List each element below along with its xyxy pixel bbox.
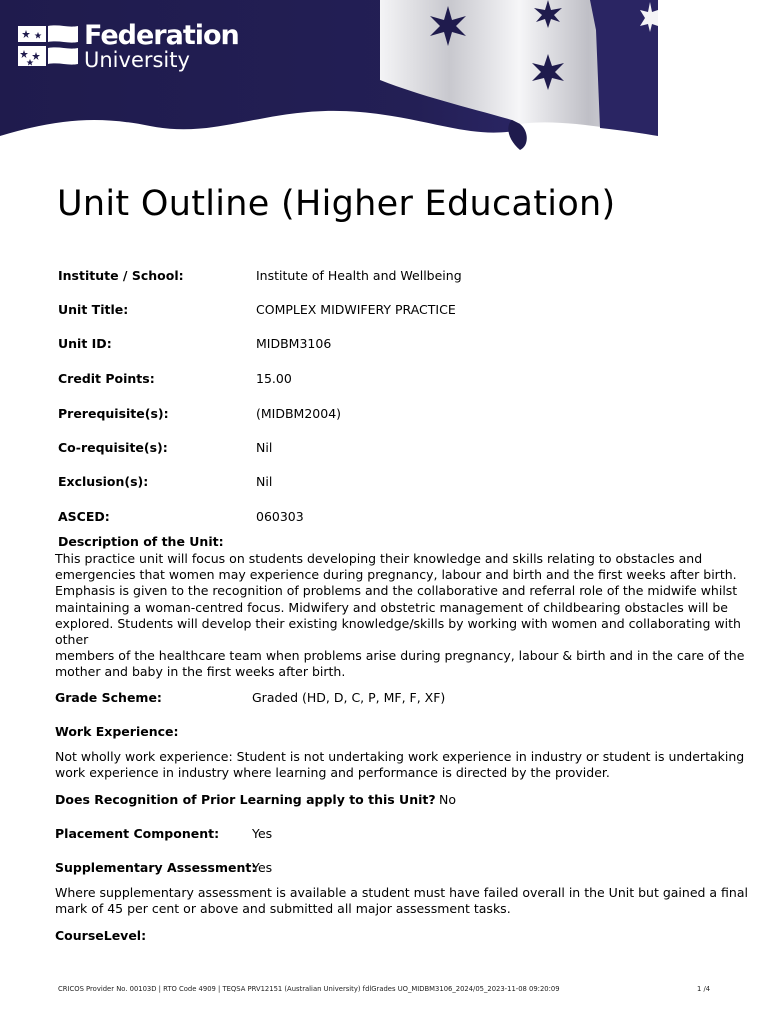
logo-line1: Federation xyxy=(84,19,239,51)
description-text xyxy=(55,551,745,681)
description-line: other xyxy=(55,632,89,648)
description-line: Emphasis is given to the recognition of problems and the collaborative and referral role of the midwife whilst xyxy=(55,583,738,599)
detail-label-prerequisites: Prerequisite(s): xyxy=(58,406,169,421)
work-experience-text xyxy=(55,749,745,781)
footer-text: CRICOS Provider No. 00103D | RTO Code 4909 | TEQSA PRV12151 (Australian University) fdlGrades UO_MIDBM3106_2024/05_2023-11-08 09:20:09 xyxy=(58,985,560,993)
description-line: members of the healthcare team when problems arise during pregnancy, labour & birth and in the care of the xyxy=(55,648,745,664)
work-experience-line: Not wholly work experience: Student is not undertaking work experience in industry or student is undertaking xyxy=(55,749,745,764)
work-experience-line: work experience in industry where learning and performance is directed by the provider. xyxy=(55,765,610,781)
supplementary-label: Supplementary Assessment: xyxy=(55,860,257,875)
placement-value: Yes xyxy=(252,826,273,841)
grade-scheme-value: Graded (HD, D, C, P, MF, F, XF) xyxy=(252,690,446,705)
description-line: emergencies that women may experience during pregnancy, labour and birth and the first weeks after birth. xyxy=(55,567,737,583)
page-title: Unit Outline (Higher Education) xyxy=(57,184,616,224)
header-banner xyxy=(0,0,768,160)
description-label: Description of the Unit: xyxy=(58,534,224,549)
detail-value-exclusions: Nil xyxy=(256,474,273,489)
detail-label-unit-id: Unit ID: xyxy=(58,336,112,351)
description-line: maintaining a woman-centred focus. Midwifery and obstetric management of childbearing obstacles will be xyxy=(55,599,728,615)
supplementary-line: mark of 45 per cent or above and submitted all major assessment tasks. xyxy=(55,901,511,917)
work-experience-label: Work Experience: xyxy=(55,724,179,739)
supplementary-text xyxy=(55,885,748,917)
logo-line2: University xyxy=(84,47,190,72)
detail-value-institute: Institute of Health and Wellbeing xyxy=(256,268,462,283)
detail-value-unit-id: MIDBM3106 xyxy=(256,336,332,351)
placement-label: Placement Component: xyxy=(55,826,220,841)
detail-label-asced: ASCED: xyxy=(58,509,110,524)
detail-value-credit-points: 15.00 xyxy=(256,371,292,386)
detail-value-prerequisites: (MIDBM2004) xyxy=(256,406,342,421)
grade-scheme-label: Grade Scheme: xyxy=(55,690,162,705)
rpl-value: No xyxy=(439,792,456,807)
supplementary-value: Yes xyxy=(252,860,273,875)
detail-label-institute: Institute / School: xyxy=(58,268,184,283)
detail-value-asced: 060303 xyxy=(256,509,304,524)
course-level-label: CourseLevel: xyxy=(55,928,147,943)
supplementary-line: Where supplementary assessment is available a student must have failed overall in the Unit but gained a final xyxy=(55,885,748,900)
federation-university-logo xyxy=(16,20,239,72)
rpl-label: Does Recognition of Prior Learning apply to this Unit? xyxy=(55,792,436,807)
description-line: This practice unit will focus on students developing their knowledge and skills relating to obstacles and xyxy=(55,551,703,566)
description-line: explored. Students will develop their existing knowledge/skills by working with women and collaborating with xyxy=(55,615,741,631)
detail-label-exclusions: Exclusion(s): xyxy=(58,474,149,489)
detail-label-credit-points: Credit Points: xyxy=(58,371,155,386)
description-line: mother and baby in the first weeks after birth. xyxy=(55,664,346,680)
logo-flag-icon xyxy=(16,22,80,70)
detail-value-unit-title: COMPLEX MIDWIFERY PRACTICE xyxy=(256,302,456,317)
logo-wordmark xyxy=(84,19,239,72)
detail-label-unit-title: Unit Title: xyxy=(58,302,129,317)
detail-label-corequisites: Co-requisite(s): xyxy=(58,440,168,455)
detail-value-corequisites: Nil xyxy=(256,440,273,455)
page-number: 1 /4 xyxy=(697,985,711,993)
